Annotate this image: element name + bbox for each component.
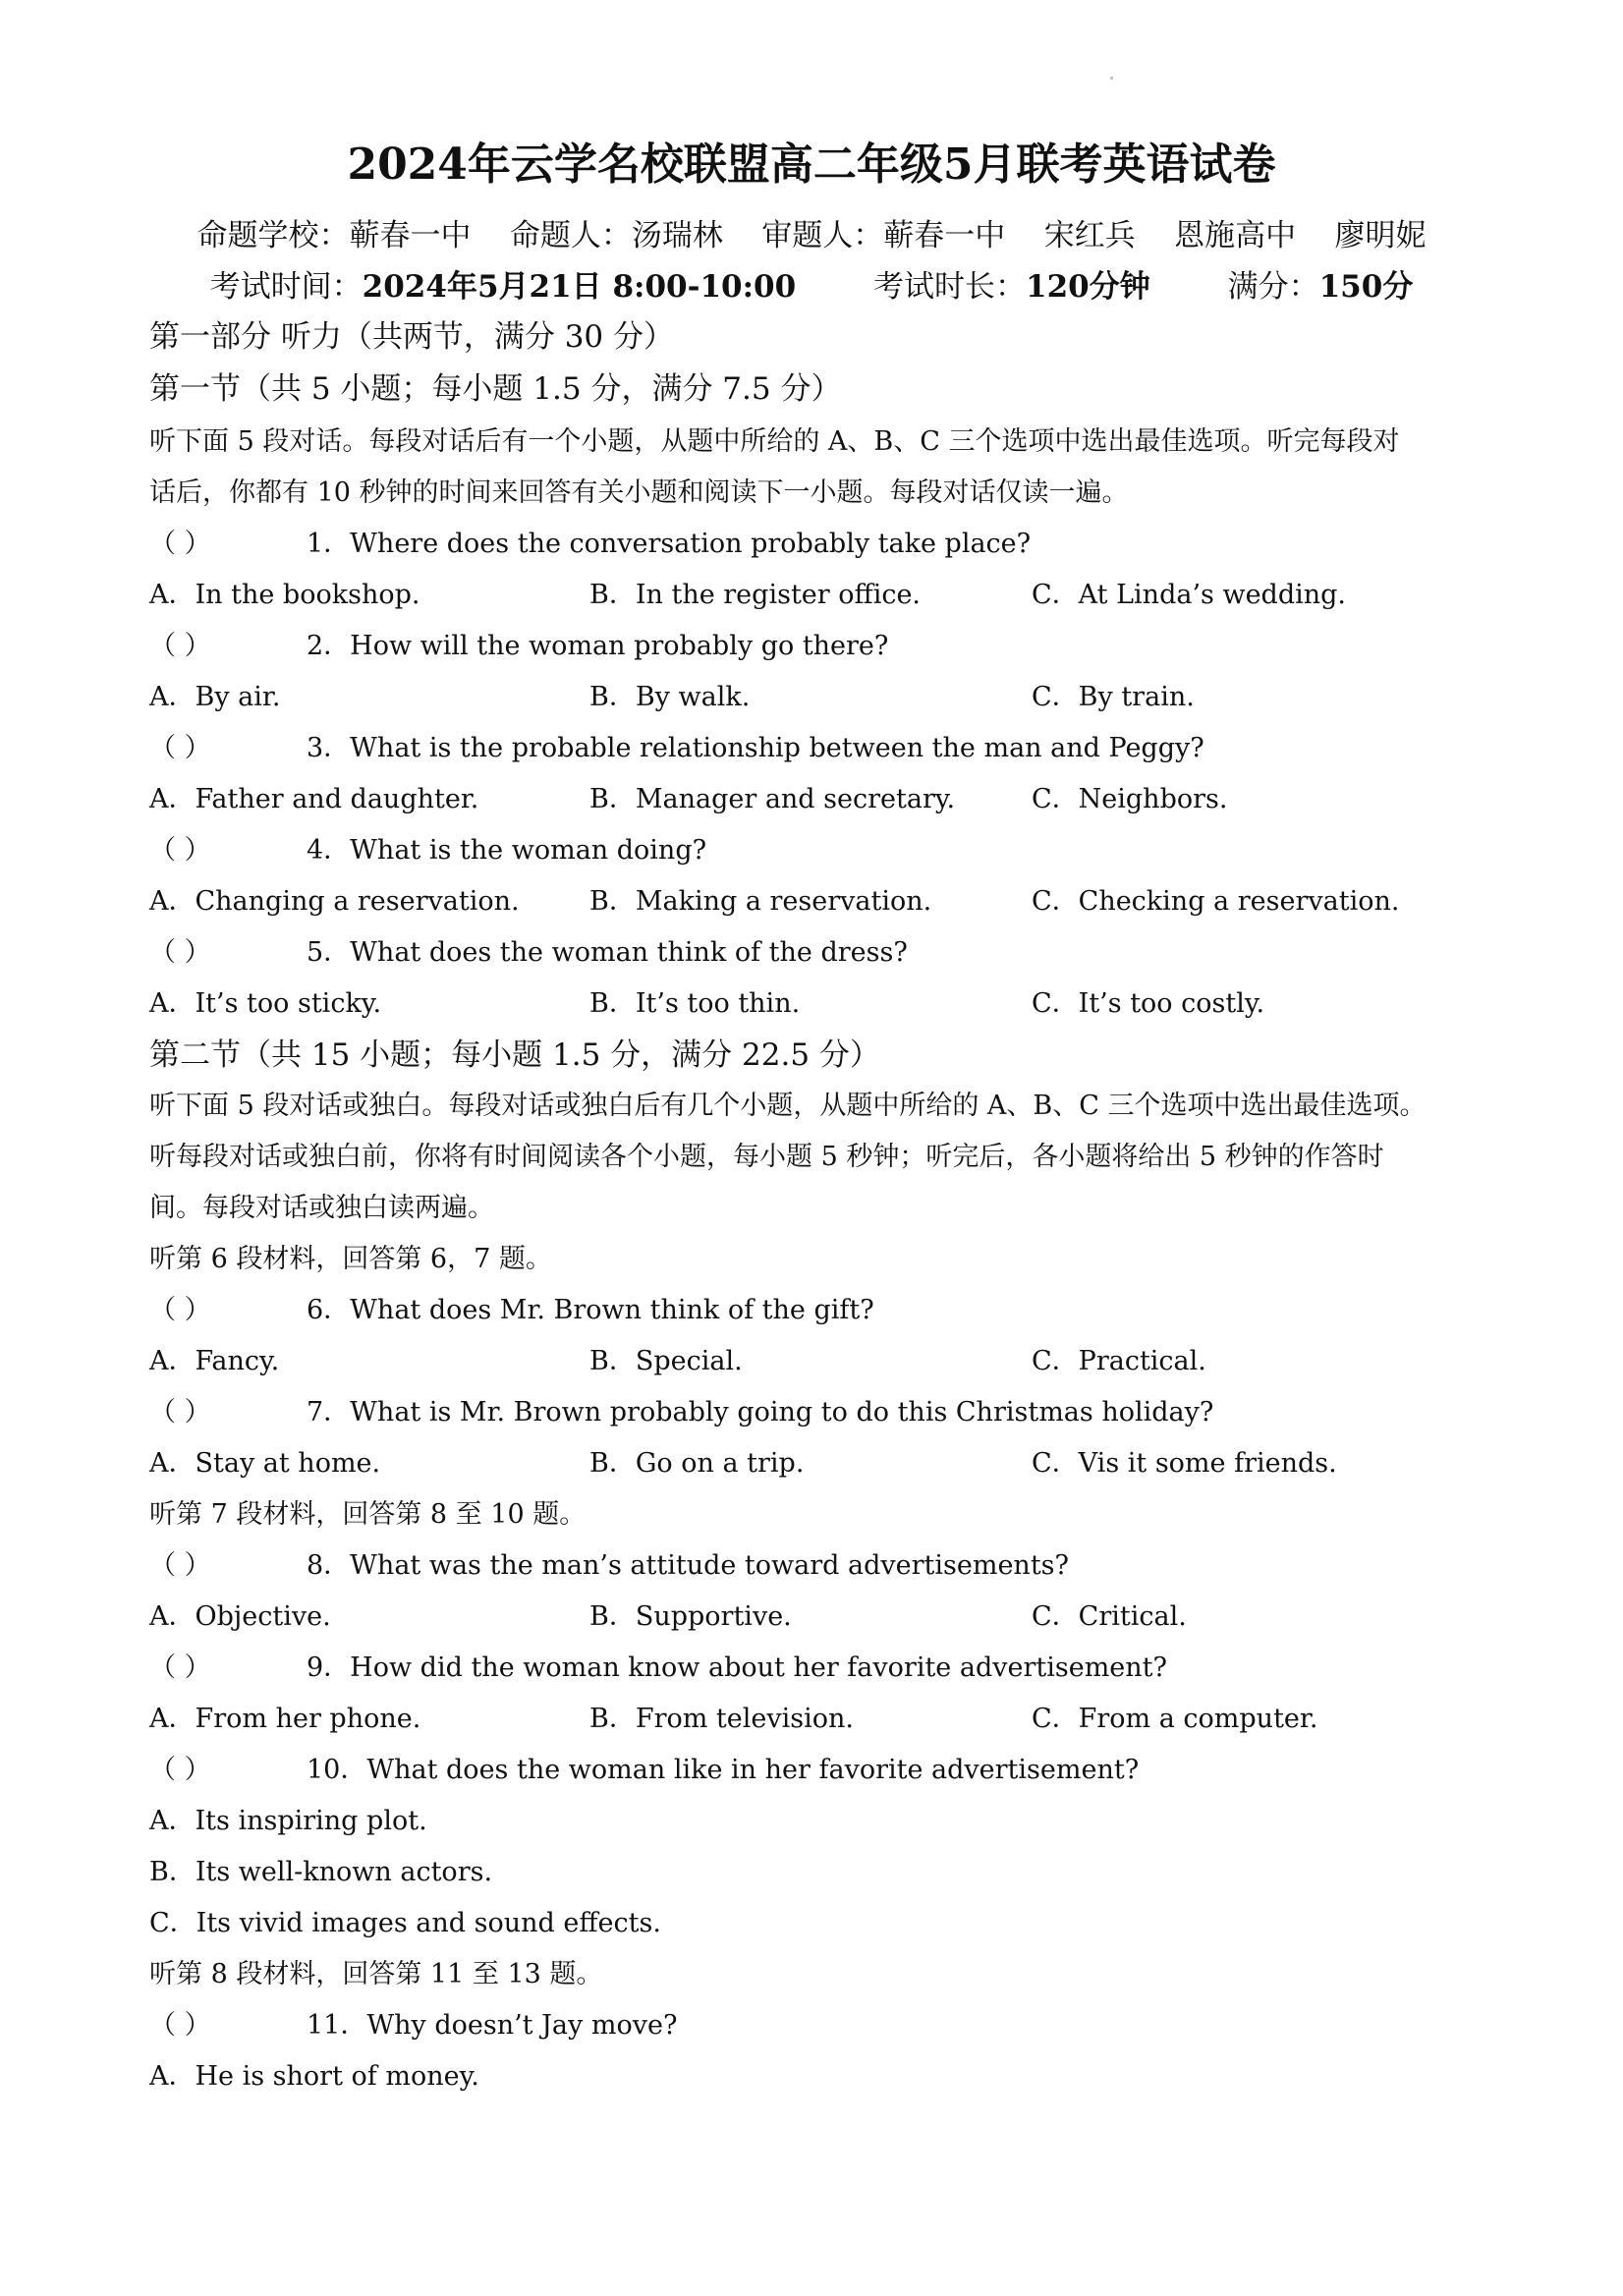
q10-option-c: C．Its vivid images and sound effects.	[149, 1908, 661, 1938]
section2-instructions-line-2: 听每段对话或独白前，你将有时间阅读各个小题，每小题 5 秒钟；听完后，各小题将给出 5 秒钟的作答时	[149, 1142, 1384, 1172]
q11-option-a: A．He is short of money.	[149, 2061, 479, 2092]
q2-option-c: C．By train.	[1032, 682, 1195, 712]
q5-option-a: A．It’s too sticky.	[149, 988, 382, 1019]
answer-blank[interactable]: （ ）	[149, 1397, 211, 1428]
q2-option-a: A．By air.	[149, 682, 281, 712]
section2-instructions-line-1: 听下面 5 段对话或独白。每段对话或独白后有几个小题，从题中所给的 A、B、C 三个选项中选出最佳选项。	[149, 1091, 1427, 1121]
q7-option-a: A．Stay at home.	[149, 1448, 381, 1479]
q9-option-b: B．From television.	[589, 1704, 854, 1734]
question-1: （ ） 1．Where does the conversation probably take place?	[149, 525, 1031, 564]
q7-option-b: B．Go on a trip.	[589, 1448, 805, 1479]
answer-blank[interactable]: （ ）	[149, 2010, 211, 2041]
exam-info-line	[0, 265, 1623, 308]
section1-instructions-line-2: 话后，你都有 10 秒钟的时间来回答有关小题和阅读下一小题。每段对话仅读一遍。	[149, 477, 1129, 508]
q4-option-a: A．Changing a reservation.	[149, 886, 520, 917]
answer-blank[interactable]: （ ）	[149, 1295, 211, 1325]
q1-option-a: A．In the bookshop.	[149, 580, 420, 610]
question-5: （ ） 5．What does the woman think of the dress?	[149, 933, 908, 973]
question-10: （ ） 10．What does the woman like in her favorite advertisement?	[149, 1751, 1139, 1790]
q7-option-c: C．Vis it some friends.	[1032, 1448, 1337, 1479]
q6-option-b: B．Special.	[589, 1346, 743, 1376]
answer-blank[interactable]: （ ）	[149, 529, 211, 559]
q6-option-a: A．Fancy.	[149, 1346, 280, 1376]
duration-label: 考试时长：	[873, 269, 1027, 305]
time-value: 2024年5月21日 8:00-10:00	[362, 269, 797, 305]
q2-option-b: B．By walk.	[589, 682, 751, 712]
material-7-note: 听第 7 段材料，回答第 8 至 10 题。	[149, 1499, 587, 1530]
q1-option-c: C．At Linda’s wedding.	[1032, 580, 1347, 610]
question-11: （ ） 11．Why doesn’t Jay move?	[149, 2006, 677, 2045]
q8-option-c: C．Critical.	[1032, 1601, 1187, 1632]
answer-blank[interactable]: （ ）	[149, 835, 211, 866]
setter-line: 命题学校：蕲春一中 命题人：汤瑞林 审题人：蕲春一中 宋红兵 恩施高中 廖明妮	[196, 218, 1427, 253]
q3-option-c: C．Neighbors.	[1032, 784, 1228, 814]
q9-option-a: A．From her phone.	[149, 1704, 421, 1734]
q3-option-a: A．Father and daughter.	[149, 784, 479, 814]
question-8: （ ） 8．What was the man’s attitude toward advertisements?	[149, 1546, 1069, 1586]
question-3: （ ） 3．What is the probable relationship between the man and Peggy?	[149, 729, 1204, 768]
question-2: （ ） 2．How will the woman probably go there?	[149, 627, 888, 666]
q10-option-b: B．Its well-known actors.	[149, 1857, 493, 1887]
section1-heading: 第一节（共 5 小题；每小题 1.5 分，满分 7.5 分）	[149, 371, 842, 407]
q5-option-c: C．It’s too costly.	[1032, 988, 1265, 1019]
question-7: （ ） 7．What is Mr. Brown probably going to do this Christmas holiday?	[149, 1393, 1213, 1432]
score-label: 满分：	[1227, 269, 1319, 305]
question-9: （ ） 9．How did the woman know about her favorite advertisement?	[149, 1649, 1167, 1688]
duration-value: 120分钟	[1026, 269, 1150, 305]
section1-instructions-line-1: 听下面 5 段对话。每段对话后有一个小题，从题中所给的 A、B、C 三个选项中选出最佳选项。听完每段对	[149, 426, 1400, 457]
question-4: （ ） 4．What is the woman doing?	[149, 831, 706, 870]
q6-option-c: C．Practical.	[1032, 1346, 1206, 1376]
q9-option-c: C．From a computer.	[1032, 1704, 1318, 1734]
q4-option-c: C．Checking a reservation.	[1032, 886, 1400, 917]
part1-heading: 第一部分 听力（共两节，满分 30 分）	[149, 319, 675, 355]
answer-blank[interactable]: （ ）	[149, 1652, 211, 1683]
answer-blank[interactable]: （ ）	[149, 1550, 211, 1581]
q10-option-a: A．Its inspiring plot.	[149, 1806, 427, 1836]
section2-heading: 第二节（共 15 小题；每小题 1.5 分，满分 22.5 分）	[149, 1037, 880, 1073]
material-6-note: 听第 6 段材料，回答第 6，7 题。	[149, 1244, 552, 1274]
scan-speck	[1110, 77, 1113, 80]
q1-option-b: B．In the register office.	[589, 580, 922, 610]
answer-blank[interactable]: （ ）	[149, 1755, 211, 1785]
q4-option-b: B．Making a reservation.	[589, 886, 932, 917]
q8-option-a: A．Objective.	[149, 1601, 331, 1632]
q5-option-b: B．It’s too thin.	[589, 988, 801, 1019]
question-6: （ ） 6．What does Mr. Brown think of the gift?	[149, 1291, 874, 1330]
answer-blank[interactable]: （ ）	[149, 937, 211, 968]
q3-option-b: B．Manager and secretary.	[589, 784, 956, 814]
time-label: 考试时间：	[209, 269, 363, 305]
material-8-note: 听第 8 段材料，回答第 11 至 13 题。	[149, 1959, 603, 1989]
page-title: 2024年云学名校联盟高二年级5月联考英语试卷	[347, 140, 1276, 190]
score-value: 150分	[1318, 269, 1414, 305]
section2-instructions-line-3: 间。每段对话或独白读两遍。	[149, 1193, 494, 1223]
q8-option-b: B．Supportive.	[589, 1601, 792, 1632]
answer-blank[interactable]: （ ）	[149, 733, 211, 763]
answer-blank[interactable]: （ ）	[149, 631, 211, 661]
